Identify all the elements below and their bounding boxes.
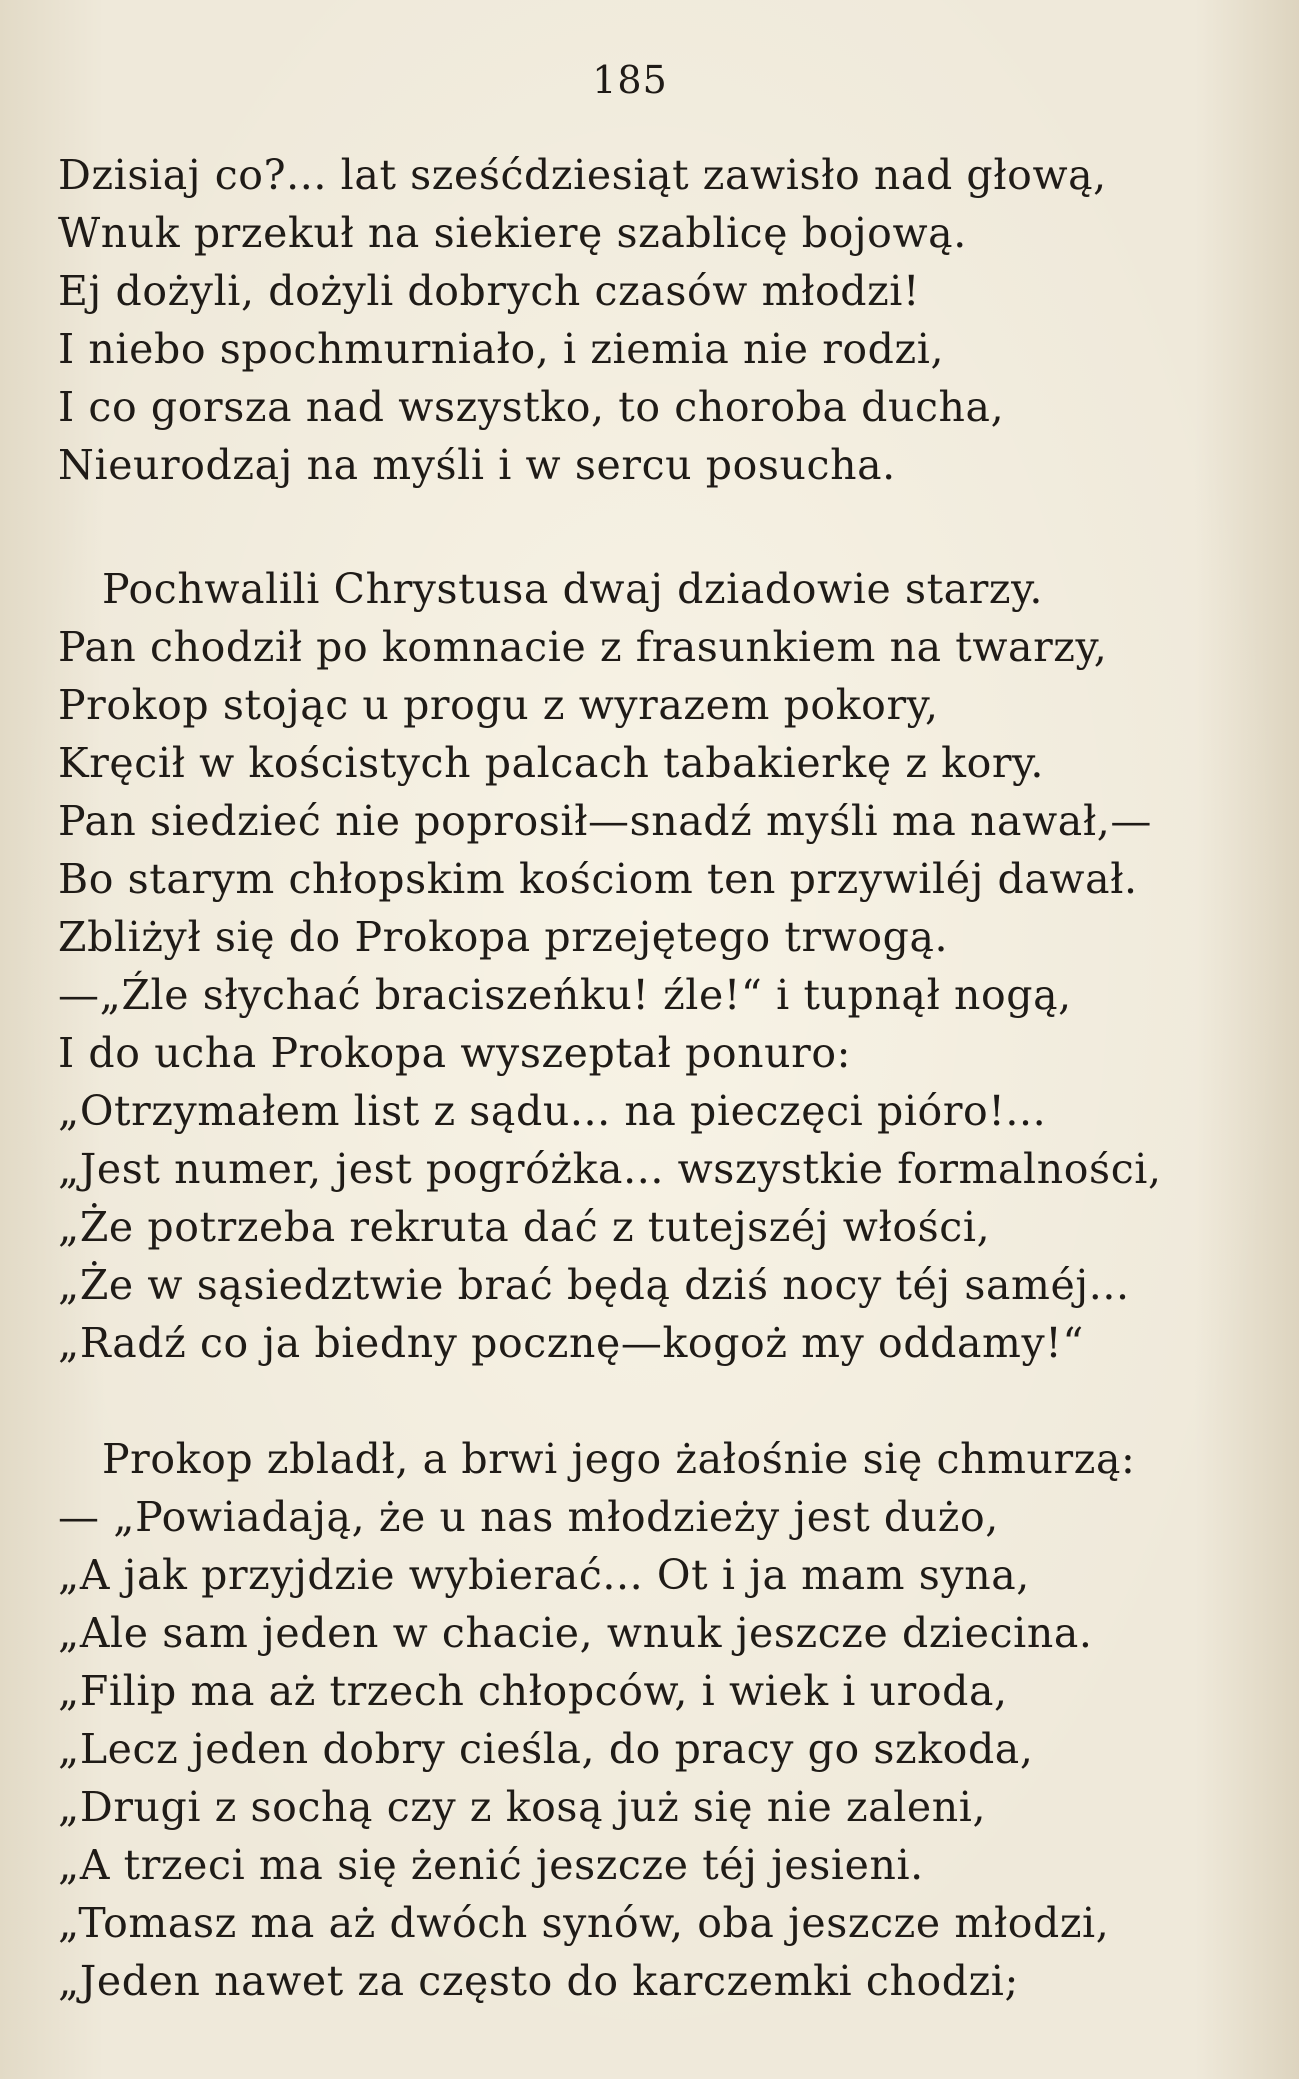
verse-line: Prokop zbladł, a brwi jego żałośnie się chmurzą: (102, 1435, 1136, 1483)
verse-line: Prokop stojąc u progu z wyrazem pokory, (58, 681, 939, 729)
stanza-3 (58, 1430, 1218, 2010)
verse-line: —„Źle słychać braciszeńku! źle!“ i tupnął nogą, (58, 971, 1072, 1019)
verse-line: „A jak przyjdzie wybierać... Ot i ja mam syna, (58, 1551, 1030, 1599)
verse-line: I do ucha Prokopa wyszeptał ponuro: (58, 1029, 852, 1077)
verse-line: „Otrzymałem list z sądu... na pieczęci pióro!... (58, 1087, 1047, 1135)
verse-line: Zbliżył się do Prokopa przejętego trwogą. (58, 913, 949, 961)
verse-line: Pan siedzieć nie poprosił—snadź myśli ma nawał,— (58, 797, 1152, 845)
verse-line: Dzisiaj co?... lat sześćdziesiąt zawisło nad głową, (58, 151, 1107, 199)
verse-line: Ej dożyli, dożyli dobrych czasów młodzi! (58, 267, 921, 315)
verse-line: I co gorsza nad wszystko, to choroba ducha, (58, 383, 1005, 431)
verse-line: „Że potrzeba rekruta dać z tutejszéj włości, (58, 1203, 991, 1251)
verse-line: Pan chodził po komnacie z frasunkiem na twarzy, (58, 623, 1108, 671)
verse-line: Wnuk przekuł na siekierę szablicę bojową. (58, 209, 967, 257)
verse-line: Pochwalili Chrystusa dwaj dziadowie starzy. (102, 565, 1044, 613)
verse-line: — „Powiadają, że u nas młodzieży jest dużo, (58, 1493, 999, 1541)
stanza-1 (58, 146, 1218, 494)
verse-line: „Filip ma aż trzech chłopców, i wiek i uroda, (58, 1667, 1008, 1715)
verse-line: „Radź co ja biedny pocznę—kogoż my oddamy!“ (58, 1319, 1084, 1367)
verse-line: „Tomasz ma aż dwóch synów, oba jeszcze młodzi, (58, 1899, 1110, 1947)
page-number: 185 (592, 58, 668, 102)
verse-line: „Lecz jeden dobry cieśla, do pracy go szkoda, (58, 1725, 1034, 1773)
verse-line: Kręcił w kościstych palcach tabakierkę z kory. (58, 739, 1045, 787)
verse-line: „Jest numer, jest pogróżka... wszystkie formalności, (58, 1145, 1162, 1193)
verse-line: „Drugi z sochą czy z kosą już się nie zaleni, (58, 1783, 987, 1831)
verse-line: „Ale sam jeden w chacie, wnuk jeszcze dziecina. (58, 1609, 1093, 1657)
verse-line: Bo starym chłopskim kościom ten przywiléj dawał. (58, 855, 1138, 903)
verse-line: „A trzeci ma się żenić jeszcze téj jesieni. (58, 1841, 924, 1889)
verse-line: Nieurodzaj na myśli i w sercu posucha. (58, 441, 896, 489)
stanza-2 (58, 560, 1218, 1372)
verse-line: I niebo spochmurniało, i ziemia nie rodzi, (58, 325, 945, 373)
verse-line: „Jeden nawet za często do karczemki chodzi; (58, 1957, 1019, 2005)
verse-line: „Że w sąsiedztwie brać będą dziś nocy téj saméj... (58, 1261, 1130, 1309)
